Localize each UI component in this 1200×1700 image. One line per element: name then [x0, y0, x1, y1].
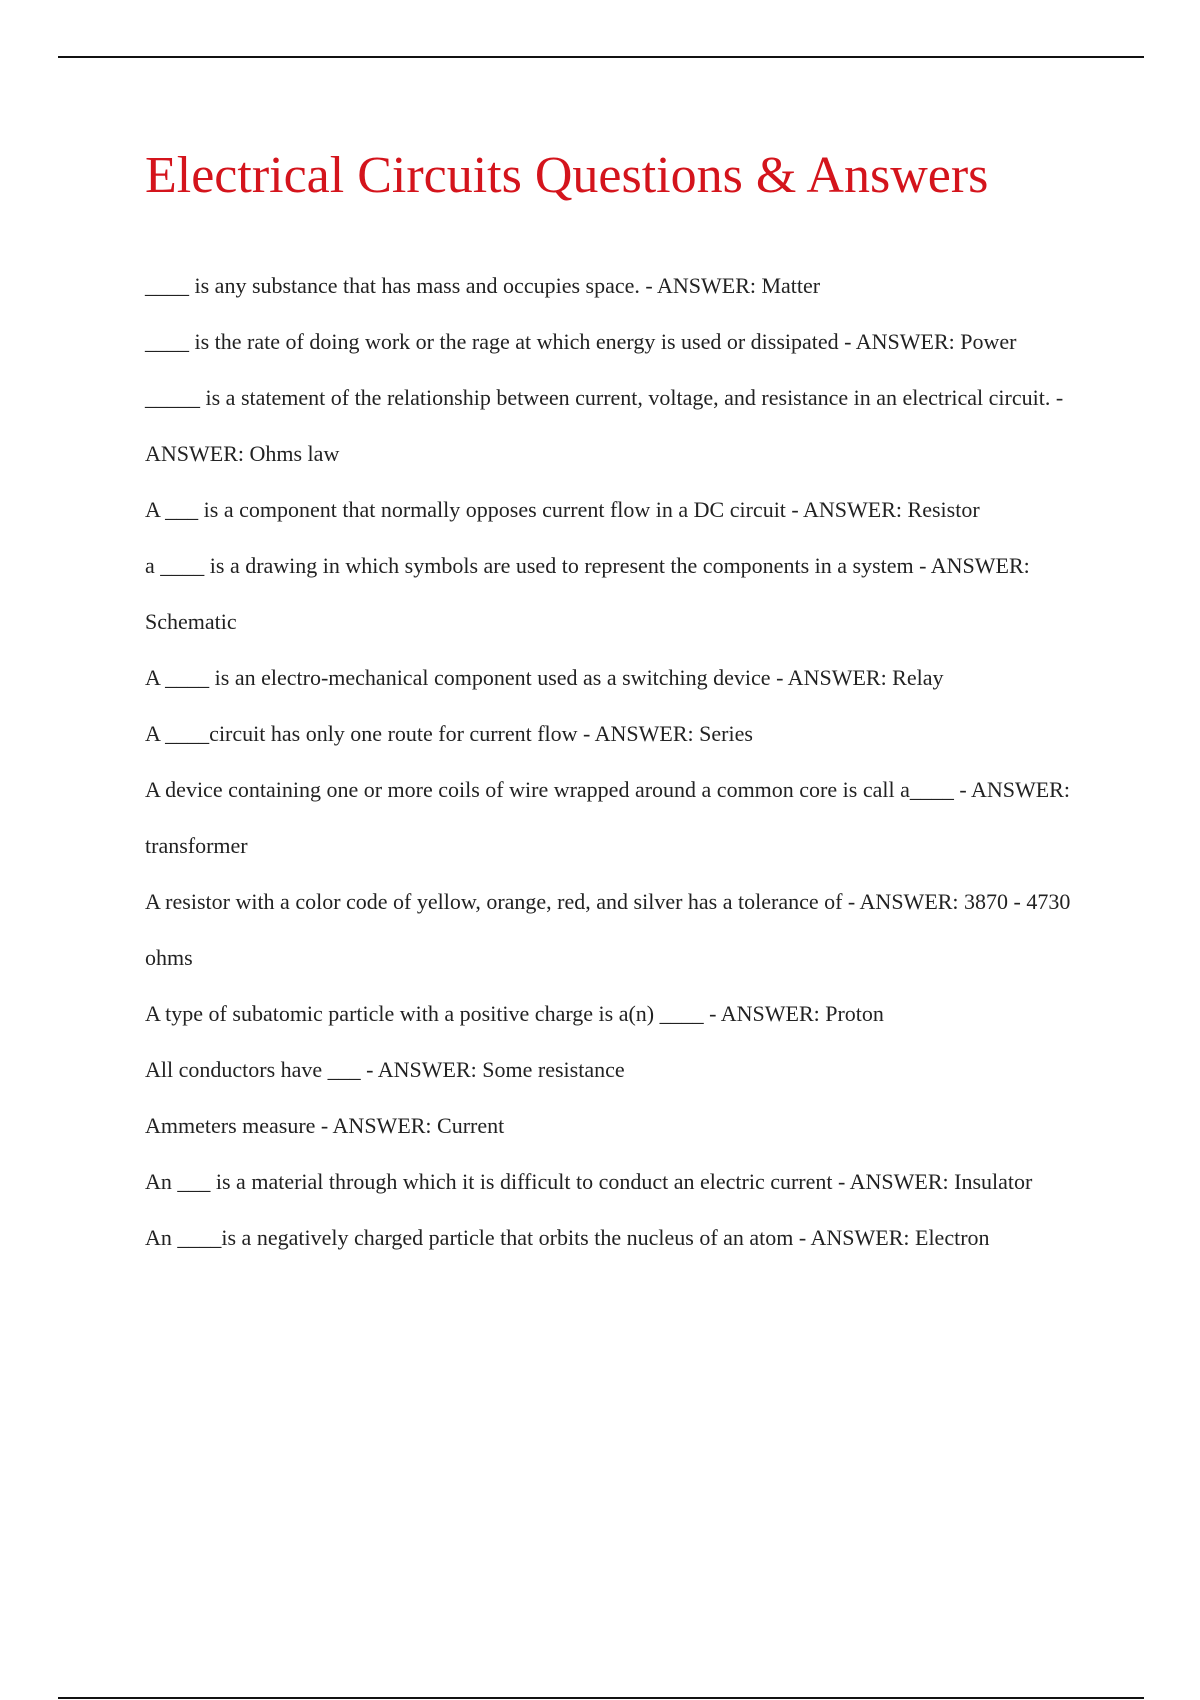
- document-title: Electrical Circuits Questions & Answers: [145, 147, 989, 204]
- qa-item: A ____circuit has only one route for current flow - ANSWER: Series: [145, 721, 753, 746]
- qa-item: Ammeters measure - ANSWER: Current: [145, 1113, 505, 1138]
- qa-item: a ____ is a drawing in which symbols are used to represent the components in a system - ANSWER: Schematic: [145, 553, 1030, 634]
- qa-item: ____ is any substance that has mass and occupies space. - ANSWER: Matter: [145, 273, 821, 298]
- qa-item: All conductors have ___ - ANSWER: Some resistance: [145, 1057, 625, 1082]
- qa-item: A resistor with a color code of yellow, orange, red, and silver has a tolerance of - ANSWER: 3870 - 4730 ohms: [145, 889, 1071, 970]
- qa-item: A ___ is a component that normally opposes current flow in a DC circuit - ANSWER: Resistor: [145, 497, 980, 522]
- qa-item: A ____ is an electro-mechanical component used as a switching device - ANSWER: Relay: [145, 665, 944, 690]
- qa-item: ____ is the rate of doing work or the rage at which energy is used or dissipated - ANSWER: Power: [145, 329, 1017, 354]
- qa-item: _____ is a statement of the relationship between current, voltage, and resistance in an electrical circuit. - ANSWER: Ohms law: [145, 385, 1064, 466]
- qa-item: An ___ is a material through which it is difficult to conduct an electric current - ANSWER: Insulator: [145, 1169, 1033, 1194]
- qa-list: [145, 258, 1085, 1266]
- footer-rule: [58, 1697, 1144, 1699]
- header-rule: [58, 56, 1144, 58]
- qa-item: A type of subatomic particle with a positive charge is a(n) ____ - ANSWER: Proton: [145, 1001, 884, 1026]
- qa-item: A device containing one or more coils of wire wrapped around a common core is call a____ - ANSWER: transformer: [145, 777, 1070, 858]
- qa-item: An ____is a negatively charged particle that orbits the nucleus of an atom - ANSWER: Electron: [145, 1225, 990, 1250]
